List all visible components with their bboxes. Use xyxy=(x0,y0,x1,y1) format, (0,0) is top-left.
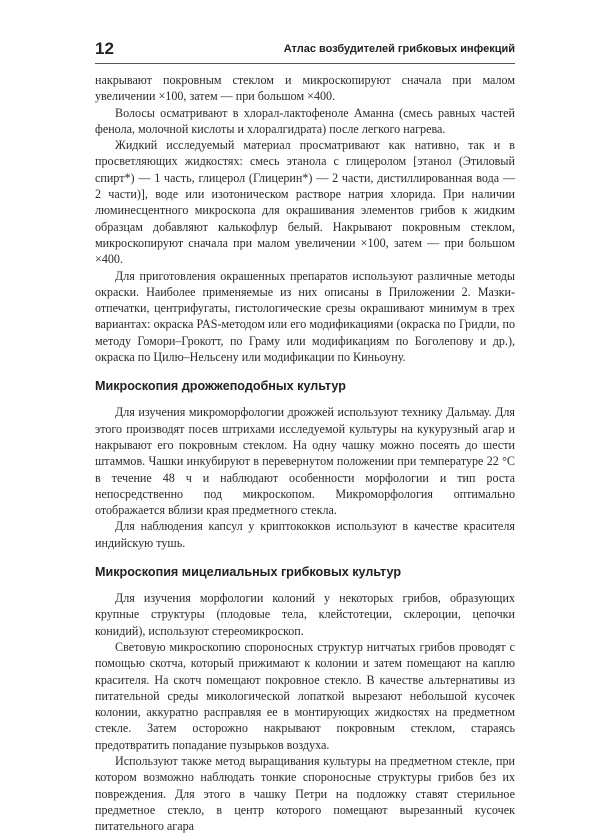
running-title: Атлас возбудителей грибковых инфекций xyxy=(283,43,515,55)
body-text xyxy=(95,72,515,834)
paragraph: Световую микроскопию спороносных структур нитчатых грибов проводят с помощью скотча, который прижимают к колонии и затем помещают на каплю красителя. На скотч помещают покровное стекло. В качестве альтернативы из питательной среды микологической лопаткой вырезают небольшой кусочек колонии, аккуратно расправляя ее в монтирующих жидкостях на предметном стекле. Затем осторожно накрывают покровным стеклом, стараясь предотвратить попадание пузырьков воздуха. xyxy=(95,639,515,752)
page-number: 12 xyxy=(95,39,114,58)
paragraph: Для изучения микроморфологии дрожжей используют технику Дальмау. Для этого производят посев штрихами исследуемой культуры на кукурузный агар и накрывают его покровным стеклом. На одну чашку можно посеять до шести штаммов. Чашки инкубируют в перевернутом положении при температуре 22 °С в течение 48 ч и наблюдают особенности морфологии и тип роста непосредственно под микроскопом. Микроморфология оптимально отображается вблизи края предметного стекла. xyxy=(95,405,515,518)
page-header xyxy=(95,39,515,64)
section-heading-yeast: Микроскопия дрожжеподобных культур xyxy=(95,379,346,394)
paragraph: Для приготовления окрашенных препаратов используют различные методы окраски. Наиболее применяемые из них описаны в Приложении 2. Мазки-отпечатки, центрифугаты, гистологические срезы окрашивают минимум в трех вариантах: окраска PAS-методом или его модификациями (окраска по Гридли, по методу Гомори–Грокотт, по Граму или модификациям по Боголепову и др.), окраска по Цилю–Нельсену или модификации по Киньоуну. xyxy=(95,268,515,365)
section-heading-mycelial: Микроскопия мицелиальных грибковых культур xyxy=(95,565,402,580)
paragraph: Для изучения морфологии колоний у некоторых грибов, образующих крупные структуры (плодовые тела, клейстотеции, склероции, цепочки конидий), используют стереомикроскоп. xyxy=(95,591,515,638)
paragraph: Волосы осматривают в хлорал-лактофеноле Аманна (смесь равных частей фенола, молочной кислоты и хлоралгидрата) после легкого нагрева. xyxy=(95,105,515,136)
paragraph: Используют также метод выращивания культуры на предметном стекле, при котором возможно наблюдать тонкие спороносные структуры грибов без их повреждения. Для этого в чашку Петри на подложку ставят стерильное предметное стекло, в центр которого помещают вырезанный кусочек питательного агара xyxy=(95,753,515,834)
paragraph: Жидкий исследуемый материал просматривают как нативно, так и в просветляющих жидкостях: смесь этанола с глицеролом [этанол (Этиловый спирт*) — 1 часть, глицерол (Глицерин*) — 2 части, дистиллированная вода — 2 части)], воде или изотоническом растворе натрия хлорида. При наличии люминесцентного микроскопа для окрашивания элементов грибов к жидким образцам добавляют калькофлур белый. Накрывают покровным стеклом, микроскопируют сначала при малом увеличении ×100, затем — при большом ×400. xyxy=(95,138,515,267)
paragraph: накрывают покровным стеклом и микроскопируют сначала при малом увеличении ×100, затем — при большом ×400. xyxy=(95,73,515,104)
paragraph: Для наблюдения капсул у криптококков используют в качестве красителя индийскую тушь. xyxy=(95,519,515,550)
